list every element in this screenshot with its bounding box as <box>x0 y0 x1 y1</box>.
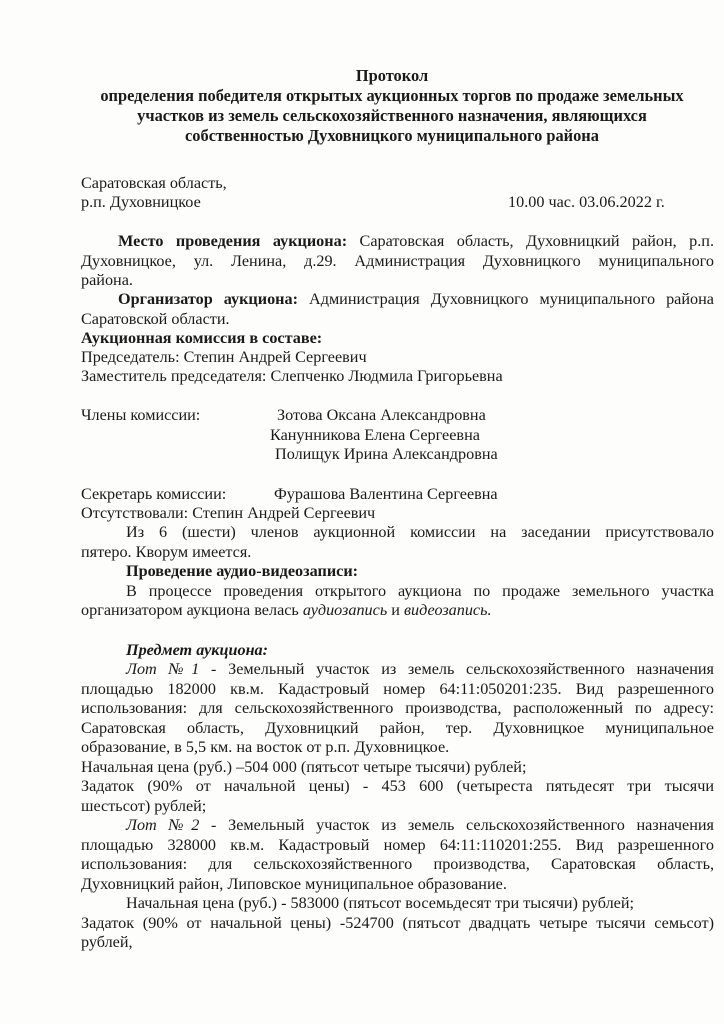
lot-2-label: Лот №2 <box>126 816 200 834</box>
quorum-line: Из 6 (шести) членов аукционной комиссии на заседании присутствовало <box>126 523 714 541</box>
lot-2-deposit: Задаток (90% от начальной цены) -524700 (пятьсот двадцать четыре тысячи семьсот) <box>81 914 714 932</box>
lot-1-line: образование, в 5,5 км. на восток от р.п. Духовницкое. <box>81 738 450 756</box>
commission-member: Полищук Ирина Александровна <box>275 445 498 463</box>
recording-audio: аудиозапись <box>302 601 388 619</box>
lot-1-line: площадью 182000 кв.м. Кадастровый номер 64:11:050201:235. Вид разрешенного <box>81 680 714 698</box>
organizer-text: Администрация Духовницкого муниципального района <box>297 290 714 308</box>
commission-absent: Отсутствовали: Степин Андрей Сергеевич <box>81 504 376 522</box>
organizer-line: Саратовской области. <box>81 310 230 328</box>
lot-1-line <box>126 660 714 680</box>
quorum-line: пятеро. Кворум имеется. <box>81 543 252 561</box>
commission-member: Зотова Оксана Александровна <box>277 406 486 424</box>
document-subtitle-line: участков из земель сельскохозяйственного назначения, являющихся <box>137 106 647 125</box>
commission-chairman: Председатель: Степин Андрей Сергеевич <box>81 348 367 366</box>
lot-2-text: - Земельный участок из земель сельскохозяйственного назначения <box>199 816 714 834</box>
place-region: Саратовская область, <box>81 174 227 192</box>
meeting-datetime: 10.00 час. 03.06.2022 г. <box>508 193 665 211</box>
venue-text: Саратовская область, Духовницкий район, р.п. <box>347 232 715 250</box>
venue-line: района. <box>81 271 133 289</box>
lot-2-line: площадью 328000 кв.м. Кадастровый номер 64:11:110201:255. Вид разрешенного <box>81 836 714 854</box>
commission-deputy: Заместитель председателя: Слепченко Людмила Григорьевна <box>81 367 503 385</box>
subject-heading: Предмет аукциона: <box>126 641 269 659</box>
document-subtitle-line: собственностью Духовницкого муниципального района <box>185 126 599 145</box>
lot-2-line: Духовницкий район, Липовское муниципальное образование. <box>81 875 507 893</box>
place-settlement: р.п. Духовницкое <box>81 193 201 211</box>
document-title: Протокол <box>355 66 429 85</box>
lot-2-line: использования: для сельскохозяйственного производства, Саратовская область, <box>81 855 714 873</box>
lot-2-line <box>126 816 714 836</box>
lot-1-label: Лот №1 <box>126 660 200 678</box>
recording-line: В процессе проведения открытого аукциона по продаже земельного участка <box>126 582 714 600</box>
venue-label: Место проведения аукциона: <box>118 232 348 250</box>
members-label: Члены комиссии: <box>81 406 201 424</box>
lot-2-start-price: Начальная цена (руб.) - 583000 (пятьсот восемьдесят три тысячи) рублей; <box>126 894 635 912</box>
recording-heading: Проведение аудио-видеозаписи: <box>126 562 359 580</box>
organizer-label: Организатор аукциона: <box>118 290 298 308</box>
commission-secretary: Фурашова Валентина Сергеевна <box>274 485 498 503</box>
recording-and: и <box>387 601 404 619</box>
organizer-line <box>118 290 714 310</box>
secretary-label: Секретарь комиссии: <box>81 485 227 503</box>
lot-1-line: использования: для сельскохозяйственного производства, расположенный по адресу: <box>81 699 714 717</box>
recording-line <box>81 601 714 621</box>
lot-1-line: Саратовская область, Духовницкий район, тер. Духовницкое муниципальное <box>81 719 714 737</box>
lot-1-text: - Земельный участок из земель сельскохозяйственного назначения <box>199 660 714 678</box>
document-subtitle-line: определения победителя открытых аукционных торгов по продаже земельных <box>100 86 684 105</box>
commission-member: Канунникова Елена Сергеевна <box>270 426 480 444</box>
recording-text: организатором аукциона велась <box>81 601 303 619</box>
lot-1-start-price: Начальная цена (руб.) –504 000 (пятьсот четыре тысячи) рублей; <box>81 758 527 776</box>
lot-1-deposit: Задаток (90% от начальной цены) - 453 600 (четыреста пятьдесят три тысячи <box>81 777 714 795</box>
venue-line: Духовницкое, ул. Ленина, д.29. Администрация Духовницкого муниципального <box>81 252 714 270</box>
venue-line <box>118 232 714 252</box>
commission-heading: Аукционная комиссия в составе: <box>81 329 323 347</box>
lot-2-deposit: рублей, <box>81 933 133 951</box>
recording-video: видеозапись. <box>403 601 492 619</box>
lot-1-deposit: шестьсот) рублей; <box>81 797 207 815</box>
